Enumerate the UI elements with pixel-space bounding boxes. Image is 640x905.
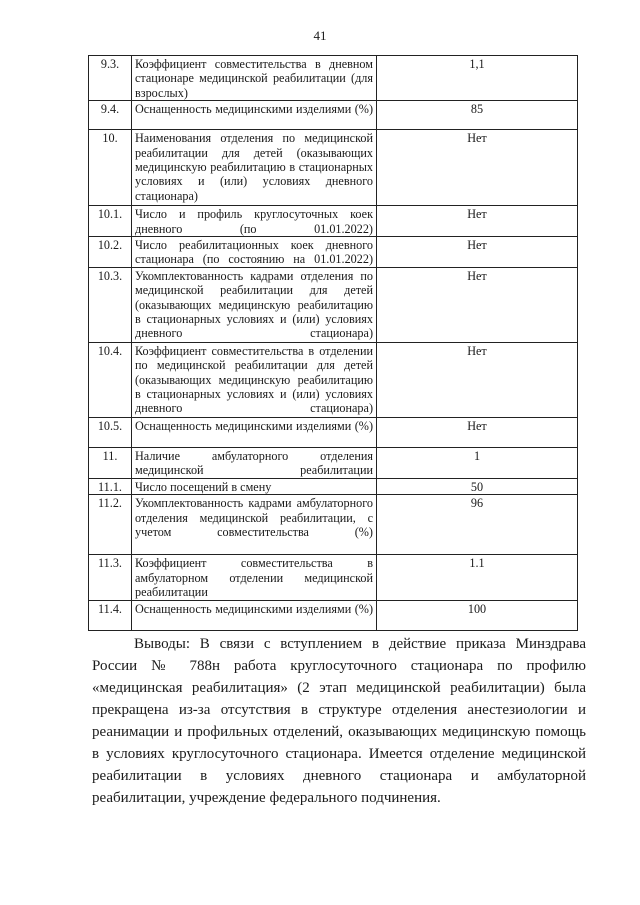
conclusion-paragraph: Выводы: В связи с вступлением в действие приказа Минздрава России № 788н работа круглосуточного стационара по профилю «медицинская реабилитация» (2 этап медицинской реабилитации) была прекращена из-за отсутствия в структуре отделения анестезиологии и реанимации и профильных отделений, оказывающих медицинскую помощь в условиях круглосуточного стационара. Имеется отделение медицинской реабилитации в условиях дневного стационара и амбулаторной реабилитации, учреждение федерального подчинения. [92, 636, 586, 806]
row-number: 11.2. [89, 495, 132, 555]
table-row [89, 237, 578, 268]
row-number: 10.1. [89, 206, 132, 237]
table-row [89, 342, 578, 417]
row-value: Нет [377, 206, 578, 237]
row-number: 10.3. [89, 267, 132, 342]
row-value: Нет [377, 237, 578, 268]
row-number: 11.1. [89, 478, 132, 494]
row-label: Число посещений в смену [132, 478, 377, 494]
table-row [89, 206, 578, 237]
row-label: Коэффициент совместительства в амбулаторном отделении медицинской реабилитации [132, 555, 377, 601]
row-label: Коэффициент совместительства в отделении по медицинской реабилитации для детей (оказывающих медицинскую реабилитацию в стационарных условиях и (или) условиях дневного стационара) [132, 342, 377, 417]
row-value: 100 [377, 601, 578, 631]
row-value: Нет [377, 342, 578, 417]
table-row [89, 555, 578, 601]
row-label: Укомплектованность кадрами отделения по медицинской реабилитации для детей (оказывающих медицинскую реабилитацию в стационарных условиях и (или) условиях дневного стационара) [132, 267, 377, 342]
row-number: 9.4. [89, 101, 132, 130]
table-row [89, 130, 578, 206]
table-row [89, 447, 578, 478]
table-row [89, 417, 578, 447]
row-number: 11. [89, 447, 132, 478]
indicators-table [88, 55, 578, 631]
row-label: Число и профиль круглосуточных коек дневного (по 01.01.2022) [132, 206, 377, 237]
row-value: 1,1 [377, 56, 578, 101]
row-label: Наличие амбулаторного отделения медицинской реабилитации [132, 447, 377, 478]
table-row [89, 495, 578, 555]
row-label: Укомплектованность кадрами амбулаторного отделения медицинской реабилитации, с учетом совместительства (%) [132, 495, 377, 555]
row-value: 85 [377, 101, 578, 130]
row-number: 9.3. [89, 56, 132, 101]
row-number: 10.4. [89, 342, 132, 417]
row-number: 10. [89, 130, 132, 206]
table-row [89, 101, 578, 130]
table-row [89, 56, 578, 101]
row-value: Нет [377, 417, 578, 447]
page-number: 41 [313, 28, 327, 43]
row-value: Нет [377, 267, 578, 342]
row-label: Оснащенность медицинскими изделиями (%) [132, 417, 377, 447]
table-row [89, 601, 578, 631]
row-label: Коэффициент совместительства в дневном стационаре медицинской реабилитации (для взрослых) [132, 56, 377, 101]
row-number: 10.2. [89, 237, 132, 268]
row-label: Оснащенность медицинскими изделиями (%) [132, 101, 377, 130]
row-value: 50 [377, 478, 578, 494]
row-value: 1 [377, 447, 578, 478]
row-value: Нет [377, 130, 578, 206]
table-row [89, 478, 578, 494]
row-value: 96 [377, 495, 578, 555]
row-number: 11.4. [89, 601, 132, 631]
row-value: 1.1 [377, 555, 578, 601]
row-number: 10.5. [89, 417, 132, 447]
row-label: Число реабилитационных коек дневного стационара (по состоянию на 01.01.2022) [132, 237, 377, 268]
row-number: 11.3. [89, 555, 132, 601]
row-label: Наименования отделения по медицинской реабилитации для детей (оказывающих медицинскую реабилитацию в стационарных условиях и (или) условиях дневного стационара) [132, 130, 377, 206]
row-label: Оснащенность медицинскими изделиями (%) [132, 601, 377, 631]
table-row [89, 267, 578, 342]
